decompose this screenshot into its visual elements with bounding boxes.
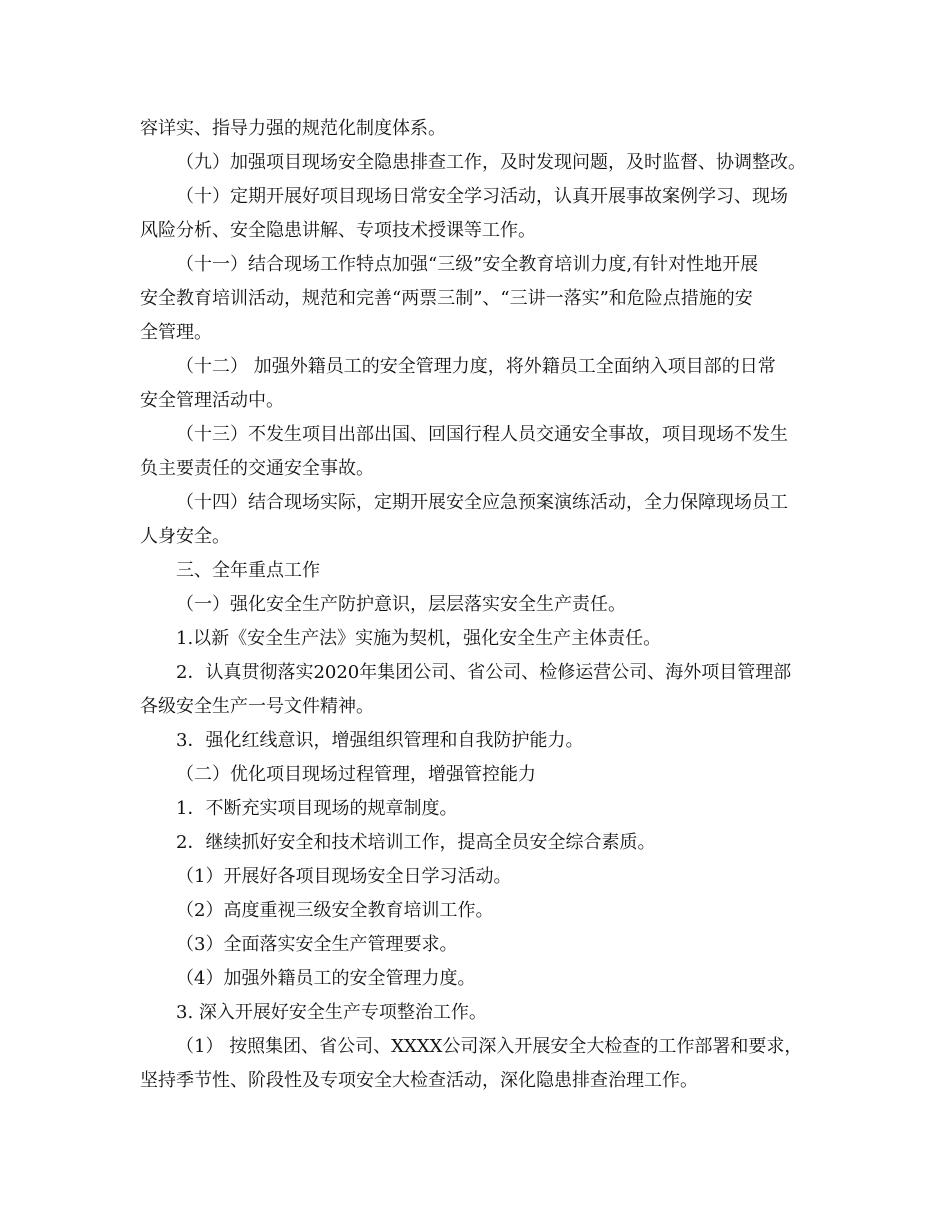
sub-list-item: （4）加强外籍员工的安全管理力度。 [176,968,476,989]
subsection-heading: （一）强化安全生产防护意识，层层落实安全生产责任。 [176,594,626,615]
text-line: 全管理。 [140,322,212,343]
sub-list-item: （3）全面落实安全生产管理要求。 [176,934,458,955]
text-line: （十二） 加强外籍员工的安全管理力度，将外籍员工全面纳入项目部的日常 [176,356,776,377]
text-line: 风险分析、安全隐患讲解、专项技术授课等工作。 [140,220,536,241]
list-item: 3．强化红线意识，增强组织管理和自我防护能力。 [176,730,584,751]
text-line: （十三）不发生项目出部出国、回国行程人员交通安全事故，项目现场不发生 [176,424,788,445]
sub-list-item: （1） 按照集团、省公司、XXXX公司深入开展安全大检查的工作部署和要求， [176,1036,803,1057]
text-line: 安全教育培训活动，规范和完善“两票三制”、“三讲一落实”和危险点措施的安 [140,288,753,309]
text-line: 容详实、指导力强的规范化制度体系。 [140,118,446,139]
list-item: 2．认真贯彻落实2020年集团公司、省公司、检修运营公司、海外项目管理部 [176,662,792,683]
document-body [140,112,820,1098]
text-line: （九）加强项目现场安全隐患排查工作，及时发现问题，及时监督、协调整改。 [176,152,806,173]
list-item: 1.以新《安全生产法》实施为契机，强化安全生产主体责任。 [176,628,662,649]
list-item: 1．不断充实项目现场的规章制度。 [176,798,458,819]
sub-list-item: （1）开展好各项目现场安全日学习活动。 [176,866,512,887]
section-heading: 三、全年重点工作 [176,560,320,581]
subsection-heading: （二）优化项目现场过程管理，增强管控能力 [176,764,536,785]
text-line: （十一）结合现场工作特点加强“三级”安全教育培训力度,有针对性地开展 [176,254,759,275]
text-line: 人身安全。 [140,526,230,547]
text-line: （十）定期开展好项目现场日常安全学习活动，认真开展事故案例学习、现场 [176,186,788,207]
text-line: 坚持季节性、阶段性及专项安全大检查活动，深化隐患排查治理工作。 [140,1070,698,1091]
list-item: 3. 深入开展好安全生产专项整治工作。 [176,1002,487,1023]
text-line: 负主要责任的交通安全事故。 [140,458,374,479]
sub-list-item: （2）高度重视三级安全教育培训工作。 [176,900,494,921]
list-item: 2．继续抓好安全和技术培训工作，提高全员安全综合素质。 [176,832,656,853]
text-line: 安全管理活动中。 [140,390,284,411]
text-line: （十四）结合现场实际，定期开展安全应急预案演练活动，全力保障现场员工 [176,492,788,513]
text-line: 各级安全生产一号文件精神。 [140,696,374,717]
